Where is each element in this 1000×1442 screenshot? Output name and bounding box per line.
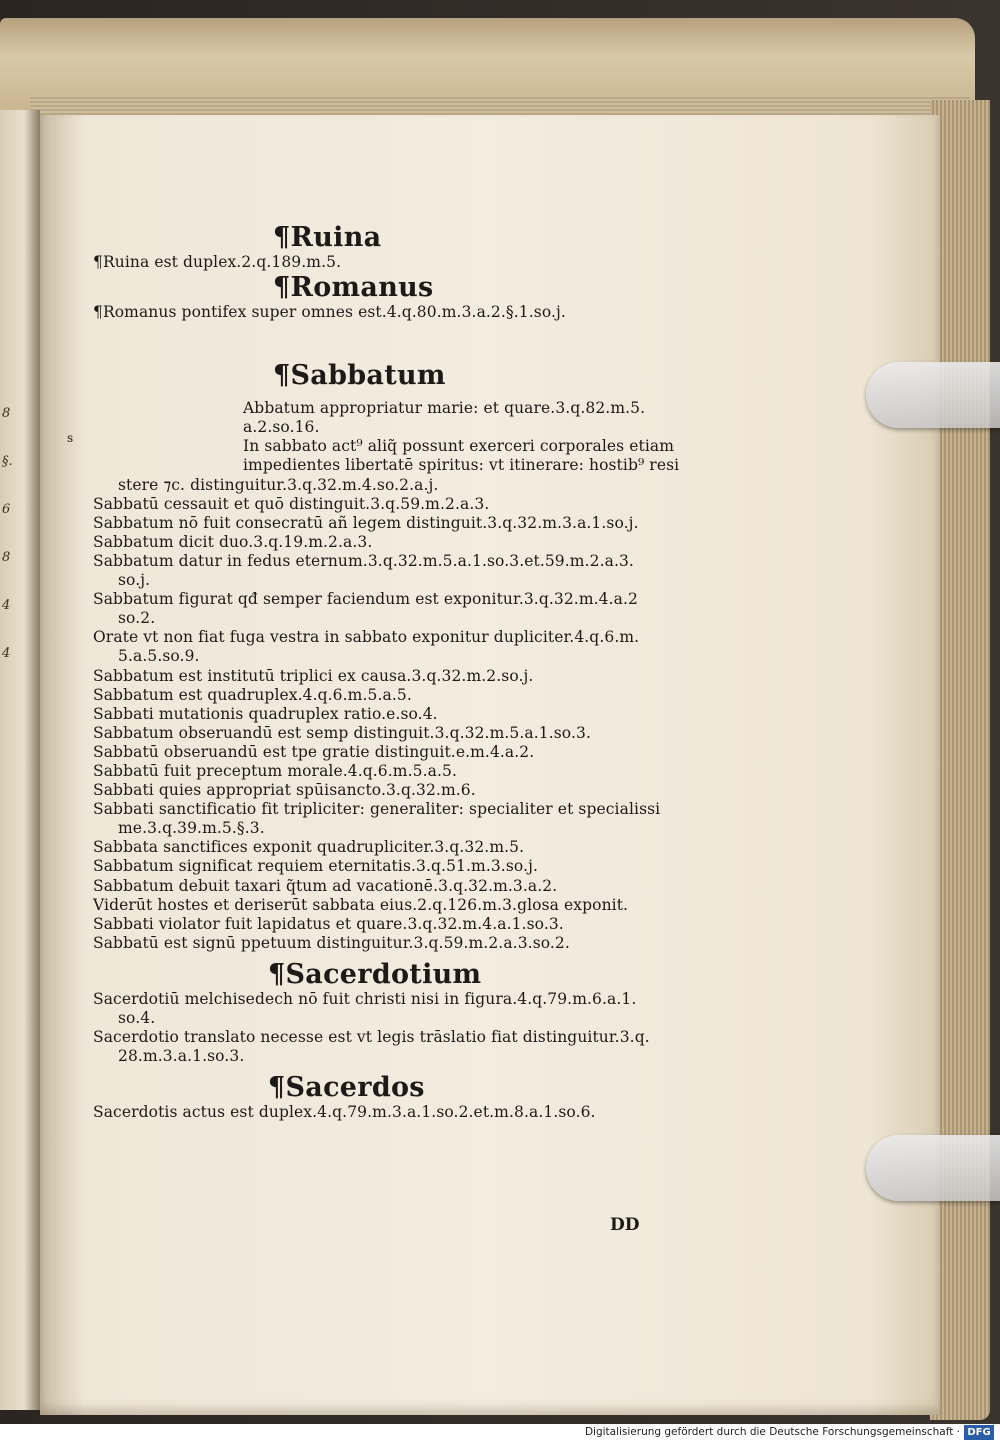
heading-ruina: ¶Ruina (273, 222, 382, 253)
entry-line: Sacerdotis actus est duplex.4.q.79.m.3.a.1.so.2.et.m.8.a.1.so.6. (93, 1103, 596, 1122)
entry-line: Sabbatum datur in fedus eternum.3.q.32.m.5.a.1.so.3.et.59.m.2.a.3. (93, 551, 634, 570)
footer-bar (0, 1424, 1000, 1442)
entry-line: Sabbatū est signū ppetuum distinguitur.3.q.59.m.2.a.3.so.2. (93, 933, 570, 952)
previous-page-marks (2, 390, 36, 678)
catchword-signature: DD (610, 1215, 640, 1235)
dfg-logo: DFG (964, 1425, 994, 1440)
entry-line: In sabbato act⁹ aliq̃ possunt exerceri corporales etiam (243, 437, 675, 456)
entry-line: so.2. (118, 609, 156, 628)
entry-line: Abbatum appropriatur marie: et quare.3.q.82.m.5. (243, 399, 646, 418)
entry-line: Sabbatum significat requiem eternitatis.3.q.51.m.3.so.j. (93, 857, 539, 876)
prev-mark: §. (2, 454, 13, 469)
page-text (93, 222, 733, 1122)
entry-line: Sabbatum est institutū triplici ex causa.3.q.32.m.2.so.j. (93, 666, 534, 685)
prev-mark: 6 (2, 502, 11, 517)
heading-sacerdos: ¶Sacerdos (268, 1072, 425, 1104)
entry-line: Sabbati sanctificatio fit tripliciter: generaliter: specialiter et specialissi (93, 800, 661, 819)
entry-line: Orate vt non fiat fuga vestra in sabbato exponitur dupliciter.4.q.6.m. (93, 628, 640, 647)
entry-line: Sabbatum figurat qđ semper faciendum est exponitur.3.q.32.m.4.a.2 (93, 590, 638, 609)
entry-line: 5.a.5.so.9. (118, 647, 200, 666)
entry-line: Sabbatum est quadruplex.4.q.6.m.5.a.5. (93, 685, 412, 704)
initial-guide-letter: s (67, 431, 74, 445)
entry-line: Sabbatum obseruandū est semp distinguit.3.q.32.m.5.a.1.so.3. (93, 723, 591, 742)
entry-line: Sabbati quies appropriat spūisancto.3.q.32.m.6. (93, 781, 476, 800)
entry-line: Viderūt hostes et deriserūt sabbata eius.2.q.126.m.3.glosa exponit. (93, 895, 629, 914)
entry-line: Sabbatū obseruandū est tpe gratie distinguit.e.m.4.a.2. (93, 742, 535, 761)
entry-line: impedientes libertatē spiritus: vt itinerare: hostib⁹ resi (243, 456, 680, 475)
entry-line: so.j. (118, 571, 151, 590)
entry-line: ¶Ruina est duplex.2.q.189.m.5. (93, 253, 342, 271)
entry-line: a.2.so.16. (243, 418, 320, 437)
entry-line: Sabbata sanctifices exponit quadrupliciter.3.q.32.m.5. (93, 838, 525, 857)
page-clip-bottom (866, 1135, 1000, 1201)
entry-line: Sabbatū cessauit et quō distinguit.3.q.59.m.2.a.3. (93, 494, 490, 513)
entry-line: Sabbatum debuit taxari q̃tum ad vacationē.3.q.32.m.3.a.2. (93, 876, 558, 895)
entry-line: me.3.q.39.m.5.§.3. (118, 819, 265, 838)
entry-line: Sabbatum nō fuit consecratū añ legem distinguit.3.q.32.m.3.a.1.so.j. (93, 513, 639, 532)
entry-line: Sabbati violator fuit lapidatus et quare.3.q.32.m.4.a.1.so.3. (93, 914, 564, 933)
heading-sabbatum: ¶Sabbatum (273, 360, 446, 392)
previous-page-strip (0, 110, 40, 1410)
entry-line: Sabbatum dicit duo.3.q.19.m.2.a.3. (93, 532, 373, 551)
prev-mark: 8 (2, 406, 11, 421)
entry-line: ¶Romanus pontifex super omnes est.4.q.80.m.3.a.2.§.1.so.j. (93, 303, 566, 322)
footer-credit: Digitalisierung gefördert durch die Deutsche Forschungsgemeinschaft · (584, 1426, 960, 1438)
heading-sacerdotium: ¶Sacerdotium (268, 958, 482, 990)
entry-line: Sacerdotiū melchisedech nō fuit christi nisi in figura.4.q.79.m.6.a.1. (93, 989, 637, 1008)
page-clip-top (866, 362, 1000, 428)
entry-line: Sacerdotio translato necesse est vt legis trāslatio fiat distinguitur.3.q. (93, 1028, 650, 1047)
prev-mark: 4 (2, 598, 11, 613)
entry-line: Sabbatū fuit preceptum morale.4.q.6.m.5.a.5. (93, 761, 457, 780)
prev-mark: 4 (2, 646, 11, 661)
heading-romanus: ¶Romanus (273, 272, 434, 304)
entry-line: so.4. (118, 1009, 156, 1027)
entry-line: 28.m.3.a.1.so.3. (118, 1047, 245, 1066)
entry-line: stere ⁊c. distinguitur.3.q.32.m.4.so.2.a.j. (118, 475, 439, 494)
entry-line: Sabbati mutationis quadruplex ratio.e.so.4. (93, 704, 438, 723)
prev-mark: 8 (2, 550, 11, 565)
